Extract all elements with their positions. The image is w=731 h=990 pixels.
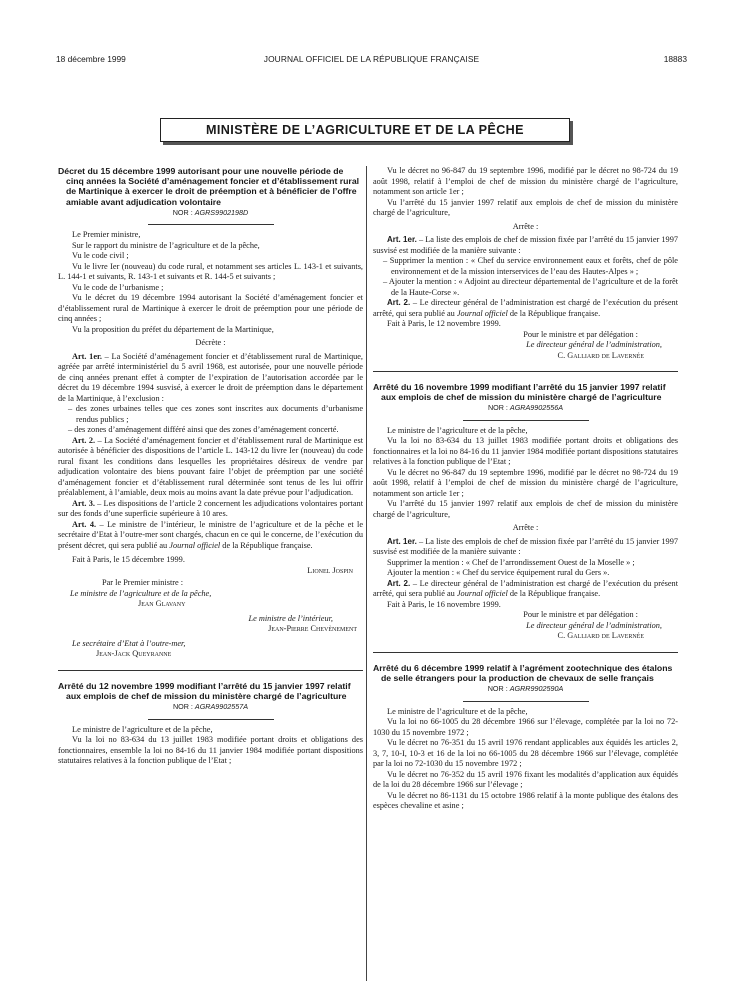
article-text: – La liste des emplois de chef de mission fixée par l’arrêté du 15 janvier 1997 susvisé est modifiée de la manière suivante : [373,536,678,557]
article-2 [373,298,678,319]
article-label: Art. 4. [72,519,97,529]
ministry-heading-text: MINISTÈRE DE L’AGRICULTURE ET DE LA PÊCHE [206,123,524,137]
article-1 [373,235,678,256]
signature-chevenement: Jean-Pierre Chevènement [268,624,357,634]
nor-value: AGRR9902590A [509,684,564,694]
signature-queyranne: Jean-Jack Queyranne [96,649,172,659]
list-item: – Supprimer la mention : « Chef du service environnement eaux et forêts, chef de pôle environnement et de la mission interservices de l’eau des Hautes-Alpes » ; [383,256,678,276]
signature-galliard: C. Galliard de Lavernée [557,350,644,360]
article-1 [58,352,363,405]
list-item: – des zones urbaines telles que ces zones sont inscrites aux documents d’urbanisme rendus publics ; [68,404,363,424]
title-separator [463,701,589,702]
nor-label: NOR : [487,403,508,413]
nor-reference [58,208,363,219]
paragraph: Vu le décret no 76-351 du 15 avril 1976 rendant applicables aux équidés les articles 2, 3, 7, 10-I, 10-3 et 16 de la loi no 66-1005 du 28 décembre 1966 sur l’élevage, complétée par la loi no 72-1030 du 15 novembre 1972 ; [373,738,678,769]
journal-officiel: Journal officiel [456,589,508,599]
article-text: – Les dispositions de l’article 2 concernent les adjudications volontaires portant sur des fonds d’une superficie supérieure à 10 ares. [58,498,363,519]
article-label: Art. 2. [387,578,411,588]
signature-galliard: C. Galliard de Lavernée [557,631,644,641]
signature-premier-ministre: Lionel Jospin [307,565,353,575]
article-text: – Le ministre de l’intérieur, le ministre de l’agriculture et de la pêche et le secrétaire d’Etat à l’outre-mer sont chargés, chacun en ce qui le concerne, de l’exécution du présent décret, qui sera publié au [58,519,363,550]
paragraph: Vu l’arrêté du 15 janvier 1997 relatif aux emplois de chef de mission du ministère chargé de l’agriculture, [373,197,678,217]
nor-label: NOR : [487,684,508,694]
arrete-title: Arrêté du 12 novembre 1999 modifiant l’arrêté du 15 janvier 1997 relatif aux emplois de chef de mission du ministère chargé de l’agriculture [58,680,351,702]
decrete-label: Décrète : [195,338,226,348]
paragraph: Vu le code de l’urbanisme ; [72,282,164,292]
article-text-end: de la République française. [507,308,601,318]
page-header [56,54,687,68]
article-text-end: de la République française. [507,589,601,599]
role-ministre-agriculture: Le ministre de l’agriculture et de la pêche, [70,588,212,598]
role-ministre-interieur: Le ministre de l’intérieur, [248,613,333,623]
title-separator [148,719,274,720]
paragraph: Vu le code civil ; [72,251,129,261]
article-1 [373,537,678,558]
left-column [58,166,363,990]
signature-glavany: Jean Glavany [138,599,186,609]
delegation-line: Pour le ministre et par délégation : [523,610,638,620]
paragraph: Vu le décret no 96-847 du 19 septembre 1996, modifié par le décret no 98-724 du 19 août 1998, relatif à l’emploi de chef de mission du ministère chargé de l’agriculture, notamment son article 1er ; [373,467,678,498]
paragraph: Vu le livre Ier (nouveau) du code rural, et notamment ses articles L. 143-1 et suivants, L. 144-1 et suivants, R. 143-1 et suivants et R. 144-5 et suivants ; [58,261,363,282]
article-text: – La liste des emplois de chef de mission fixée par l’arrêté du 15 janvier 1997 susvisé est modifiée de la manière suivante : [373,235,678,255]
arrete-title: Arrêté du 6 décembre 1999 relatif à l’agrément zootechnique des étalons de selle étrangers pour la production de chevaux de selle français [373,662,673,684]
paragraph: Le ministre de l’agriculture et de la pêche, [72,724,213,734]
nor-reference [58,702,363,713]
article-label: Art. 3. [72,498,95,508]
paragraph: Vu le décret no 86-1131 du 15 octobre 1986 relatif à la monte publique des étalons des espèces chevaline et asine ; [373,790,678,811]
arrete-title: Arrêté du 16 novembre 1999 modifiant l’arrêté du 15 janvier 1997 relatif aux emplois de chef de mission du ministère chargé de l’agriculture [373,382,666,403]
paragraph: Vu la loi no 83-634 du 13 juillet 1983 modifiée portant droits et obligations des fonctionnaires, ensemble la loi no 84-16 du 11 janvier 1984 modifiée portant dispositions statutaires relatives à la fonction publique de l’Etat ; [58,735,363,766]
right-column [373,166,678,990]
title-separator [463,420,589,421]
role-directeur: Le directeur général de l’administration, [526,620,662,630]
par-premier-ministre: Par le Premier ministre : [102,578,184,588]
nor-value: AGRS9902198D [194,207,249,217]
nor-label: NOR : [172,207,193,217]
role-directeur: Le directeur général de l’administration, [526,340,662,349]
journal-officiel: Journal officiel [456,308,508,318]
column-divider [366,166,367,981]
article-text: – La Société d’aménagement foncier et d’établissement rural de Martinique, agréée par arrêté interministériel du 5 avril 1968, est autorisée, pour une nouvelle période de cinq années prenant effet à compter de l’expiration de l’autorisation accordée par le décret du 19 décembre 1994 susvisé, à exercer le droit de préemption dans le département de la Martinique, à l’exclusion : [58,351,363,403]
paragraph: Ajouter la mention : « Chef du service équipement rural du Gers ». [387,568,610,578]
arrete-12-novembre [58,681,363,767]
paragraph: Sur le rapport du ministre de l’agriculture et de la pêche, [72,240,260,250]
article-label: Art. 1er. [387,235,417,244]
article-label: Art. 2. [72,435,96,445]
article-text: – Le directeur général de l’administration est chargé de l’exécution du présent arrêté, qui sera publié au [373,578,678,599]
decree-martinique [58,166,363,660]
nor-label: NOR : [172,702,193,712]
article-2 [58,436,363,499]
article-label: Art. 1er. [72,351,103,361]
paragraph: Vu la proposition du préfet du département de la Martinique, [72,324,274,334]
article-label: Art. 2. [387,298,411,307]
paragraph: Le ministre de l’agriculture et de la pêche, [387,706,528,716]
fait-line: Fait à Paris, le 15 décembre 1999. [72,555,185,565]
paragraph: Vu la loi no 83-634 du 13 juillet 1983 modifiée portant droits et obligations des fonctionnaires et la loi no 84-16 du 11 janvier 1984 modifiée portant dispositions statutaires relatives à la fonction publique de l’Etat ; [373,436,678,467]
article-4 [58,520,363,552]
nor-reference [373,403,678,414]
arrete-6-decembre [373,663,678,812]
nor-value: AGRA9902556A [509,403,564,413]
paragraph: Vu le décret no 76-352 du 15 avril 1976 fixant les modalités d’application aux équidés de la loi du 28 décembre 1966 sur l’élevage ; [373,769,678,790]
article-text: – Le directeur général de l’administration est chargé de l’exécution du présent arrêté, qui sera publié au [373,298,678,318]
paragraph: Supprimer la mention : « Chef de l’arrondissement Ouest de la Moselle » ; [387,557,635,567]
header-date: 18 décembre 1999 [56,54,126,64]
list-item: – des zones d’aménagement différé ainsi que des zones d’aménagement concerté. [68,425,339,435]
article-separator [373,371,678,372]
arrete-label: Arrête : [512,523,539,533]
paragraph: Le Premier ministre, [72,230,141,240]
paragraph: Vu le décret du 19 décembre 1994 autorisant la Société d’aménagement foncier et d’établissement rural de Martinique à exercer le droit de préemption pour une période de cinq années ; [58,293,363,324]
arrete-16-novembre [373,382,678,642]
fait-line: Fait à Paris, le 16 novembre 1999. [387,599,501,609]
decree-title: Décret du 15 décembre 1999 autorisant pour une nouvelle période de cinq années la Société d’aménagement foncier et d’établissement rural de Martinique à exercer le droit de préemption et à bénéficier de l’offre amiable avant adjudication volontaire [58,166,360,207]
paragraph: Vu le décret no 96-847 du 19 septembre 1996, modifié par le décret no 98-724 du 19 août 1998, relatif à l’emploi de chef de mission du ministère chargé de l’agriculture, notamment son article 1er ; [373,166,678,196]
arrete-label: Arrête : [512,221,539,231]
paragraph: Vu l’arrêté du 15 janvier 1997 relatif aux emplois de chef de mission du ministère chargé de l’agriculture, [373,499,678,519]
nor-reference [373,684,678,695]
delegation-line: Pour le ministre et par délégation : [523,329,638,339]
nor-value: AGRA9902557A [194,702,249,712]
article-3 [58,499,363,520]
journal-officiel: Journal officiel [169,540,221,550]
article-text-end: de la République française. [220,540,313,550]
header-title: JOURNAL OFFICIEL DE LA RÉPUBLIQUE FRANÇAISE [263,54,480,64]
article-separator [58,670,363,671]
article-text: – La Société d’aménagement foncier et d’établissement rural de Martinique est autorisée à bénéficier des dispositions de l’article L. 143-12 du livre Ier (nouveau) du code rural fixant les conditions dans lesquelles les propriétaires désireux de vendre par adjudication volontaire des biens pouvant faire l’objet de préemption par une société d’aménagement foncier et d’établissement rural déterminée sont tenus de les lui offrir préalablement, à l’amiable, deux mois au moins avant la date prévue pour l’adjudication. [58,435,363,498]
role-secretaire-outre-mer: Le secrétaire d’Etat à l’outre-mer, [72,638,186,648]
fait-line: Fait à Paris, le 12 novembre 1999. [387,319,501,328]
title-separator [148,224,274,225]
ministry-heading [160,118,570,142]
article-label: Art. 1er. [387,536,417,546]
header-page-number: 18883 [663,54,687,64]
article-2 [373,579,678,600]
paragraph: Le ministre de l’agriculture et de la pêche, [387,425,528,435]
paragraph: Vu la loi no 66-1005 du 28 décembre 1966 sur l’élevage, complétée par la loi no 72-1030 du 15 novembre 1972 ; [373,717,678,737]
arrete-12-novembre-suite [373,166,678,361]
article-separator [373,652,678,653]
list-item: – Ajouter la mention : « Adjoint au directeur départemental de l’agriculture et de la forêt de la Haute-Corse ». [383,277,678,297]
